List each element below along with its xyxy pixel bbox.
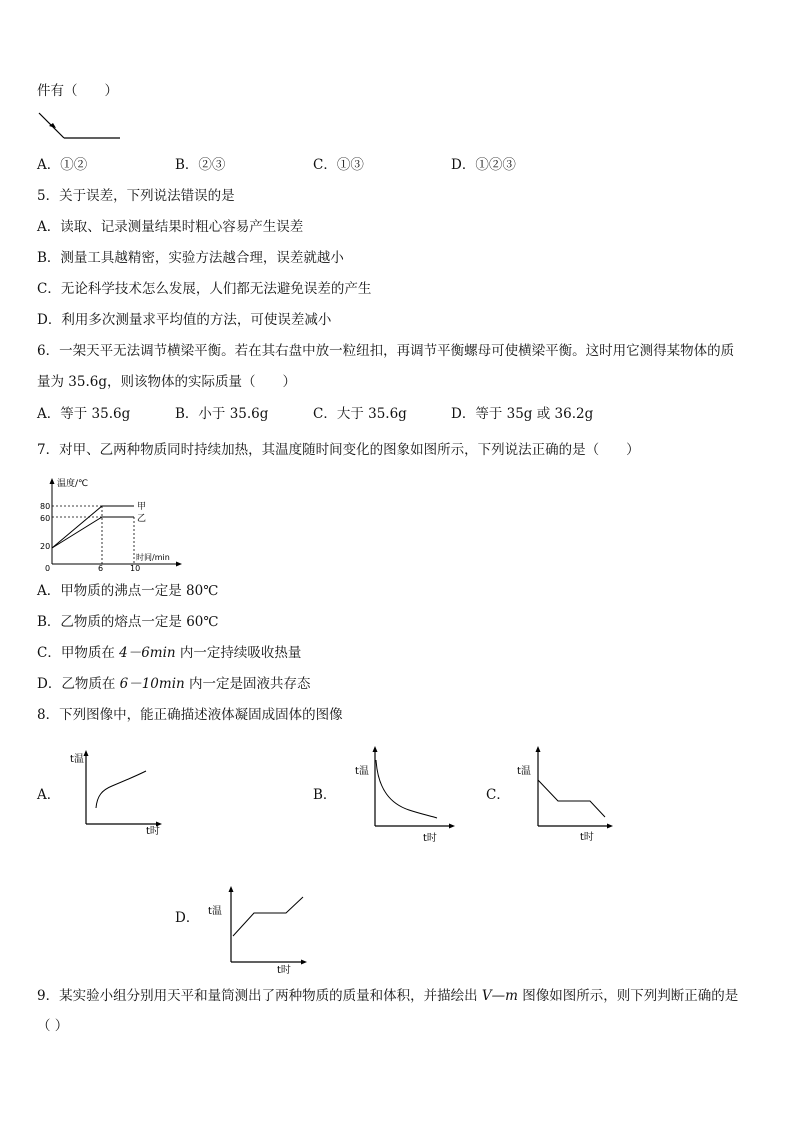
- q4-stem-tail: 件有（ ）: [37, 83, 118, 99]
- q8-c-xlabel: t时: [580, 832, 594, 843]
- q7-option-d-text: D．乙物质在: [37, 676, 120, 692]
- q8-a-xlabel: t时: [146, 826, 160, 836]
- q9-stem-tail: 图像如图所示，则下列判断正确的是: [517, 988, 739, 1004]
- q7-option-c[interactable]: [37, 643, 301, 663]
- q7-xlabel: 时间/min: [136, 553, 170, 562]
- q8-option-d-label[interactable]: D．: [175, 910, 200, 926]
- q7-option-a-text: A．甲物质的沸点一定是: [37, 583, 187, 599]
- q7-series-yi: [52, 517, 134, 548]
- q6-stem-line2: 量为 35.6g，则该物体的实际质量（ ）: [37, 374, 296, 390]
- q7-legend-yi: 乙: [137, 514, 147, 524]
- q8-b-xlabel: t时: [423, 833, 437, 844]
- q7-option-d-math: 6－10min: [119, 676, 185, 692]
- q4-option-a[interactable]: A．①②: [37, 157, 88, 173]
- q9-stem-math: V—m: [481, 988, 518, 1004]
- q7-option-d[interactable]: [37, 674, 311, 694]
- q7-option-c-math: 4－6min: [119, 645, 176, 661]
- q7-ytick-60: 60: [40, 514, 51, 523]
- q7-ylabel: 温度/℃: [57, 479, 89, 489]
- q7-option-a-value: 80℃: [186, 583, 219, 599]
- q5-stem: 5．关于误差，下列说法错误的是: [37, 188, 235, 204]
- q7-xtick-6: 6: [98, 564, 104, 572]
- q8-a-ylabel: t温: [70, 754, 84, 765]
- q7-xtick-10: 10: [130, 564, 141, 572]
- q4-option-b[interactable]: B．②③: [175, 157, 226, 173]
- q5-option-c[interactable]: C．无论科学技术怎么发展，人们都无法避免误差的产生: [37, 281, 372, 297]
- q7-series-jia: [52, 506, 134, 548]
- q8-c-ylabel: t温: [517, 766, 531, 777]
- q8-graph-a: [66, 744, 166, 836]
- q8-d-xlabel: t时: [277, 965, 291, 976]
- q6-stem-line1: 6．一架天平无法调节横梁平衡。若在其右盘中放一粒纽扣，再调节平衡螺母可使横梁平衡。这时用它测得某物体的质: [37, 343, 735, 359]
- q7-ytick-20: 20: [40, 542, 51, 551]
- q9-stem-text: 9．某实验小组分别用天平和量筒测出了两种物质的质量和体积，并描绘出: [37, 988, 482, 1004]
- q5-option-a[interactable]: A．读取、记录测量结果时粗心容易产生误差: [37, 219, 304, 235]
- q9-answer-blank: （ ）: [37, 1018, 69, 1034]
- q7-legend-jia: 甲: [137, 502, 147, 512]
- q7-stem: 7．对甲、乙两种物质同时持续加热，其温度随时间变化的图象如图所示，下列说法正确的是（ ）: [37, 442, 640, 458]
- q5-option-b[interactable]: B．测量工具越精密，实验方法越合理，误差就越小: [37, 250, 344, 266]
- q6-option-b[interactable]: B．小于 35.6g: [175, 406, 269, 422]
- q4-option-c[interactable]: C．①③: [313, 157, 364, 173]
- q7-option-c-tail: 内一定持续吸收热量: [175, 645, 302, 661]
- q4-option-d[interactable]: D．①②③: [451, 157, 516, 173]
- q8-option-a-label[interactable]: A．: [37, 787, 61, 803]
- q7-option-b-value: 60℃: [186, 614, 219, 630]
- q7-ytick-0: 0: [45, 564, 51, 572]
- q9-stem: [37, 986, 738, 1006]
- q7-option-b-text: B．乙物质的熔点一定是: [37, 614, 187, 630]
- q4-light-ray-figure: [36, 108, 126, 146]
- q8-graph-b: [351, 740, 461, 844]
- q7-ytick-80: 80: [40, 502, 51, 511]
- q8-graph-c: [513, 740, 618, 844]
- q7-option-c-text: C．甲物质在: [37, 645, 120, 661]
- q8-graph-d: [203, 880, 313, 976]
- q6-option-d[interactable]: D．等于 35g 或 36.2g: [451, 406, 594, 422]
- q8-option-c-label[interactable]: C．: [486, 787, 510, 803]
- q8-b-ylabel: t温: [355, 766, 369, 777]
- q6-option-a[interactable]: A．等于 35.6g: [37, 406, 131, 422]
- q8-option-b-label[interactable]: B．: [313, 787, 337, 803]
- q5-option-d[interactable]: D．利用多次测量求平均值的方法，可使误差减小: [37, 312, 332, 328]
- q8-stem: 8．下列图像中，能正确描述液体凝固成固体的图像: [37, 707, 343, 723]
- q7-option-b[interactable]: [37, 612, 219, 632]
- q7-temperature-graph: [36, 476, 186, 572]
- q8-d-ylabel: t温: [208, 906, 222, 917]
- q7-option-d-tail: 内一定是固液共存态: [184, 676, 311, 692]
- q7-option-a[interactable]: [37, 581, 218, 601]
- q6-option-c[interactable]: C．大于 35.6g: [313, 406, 407, 422]
